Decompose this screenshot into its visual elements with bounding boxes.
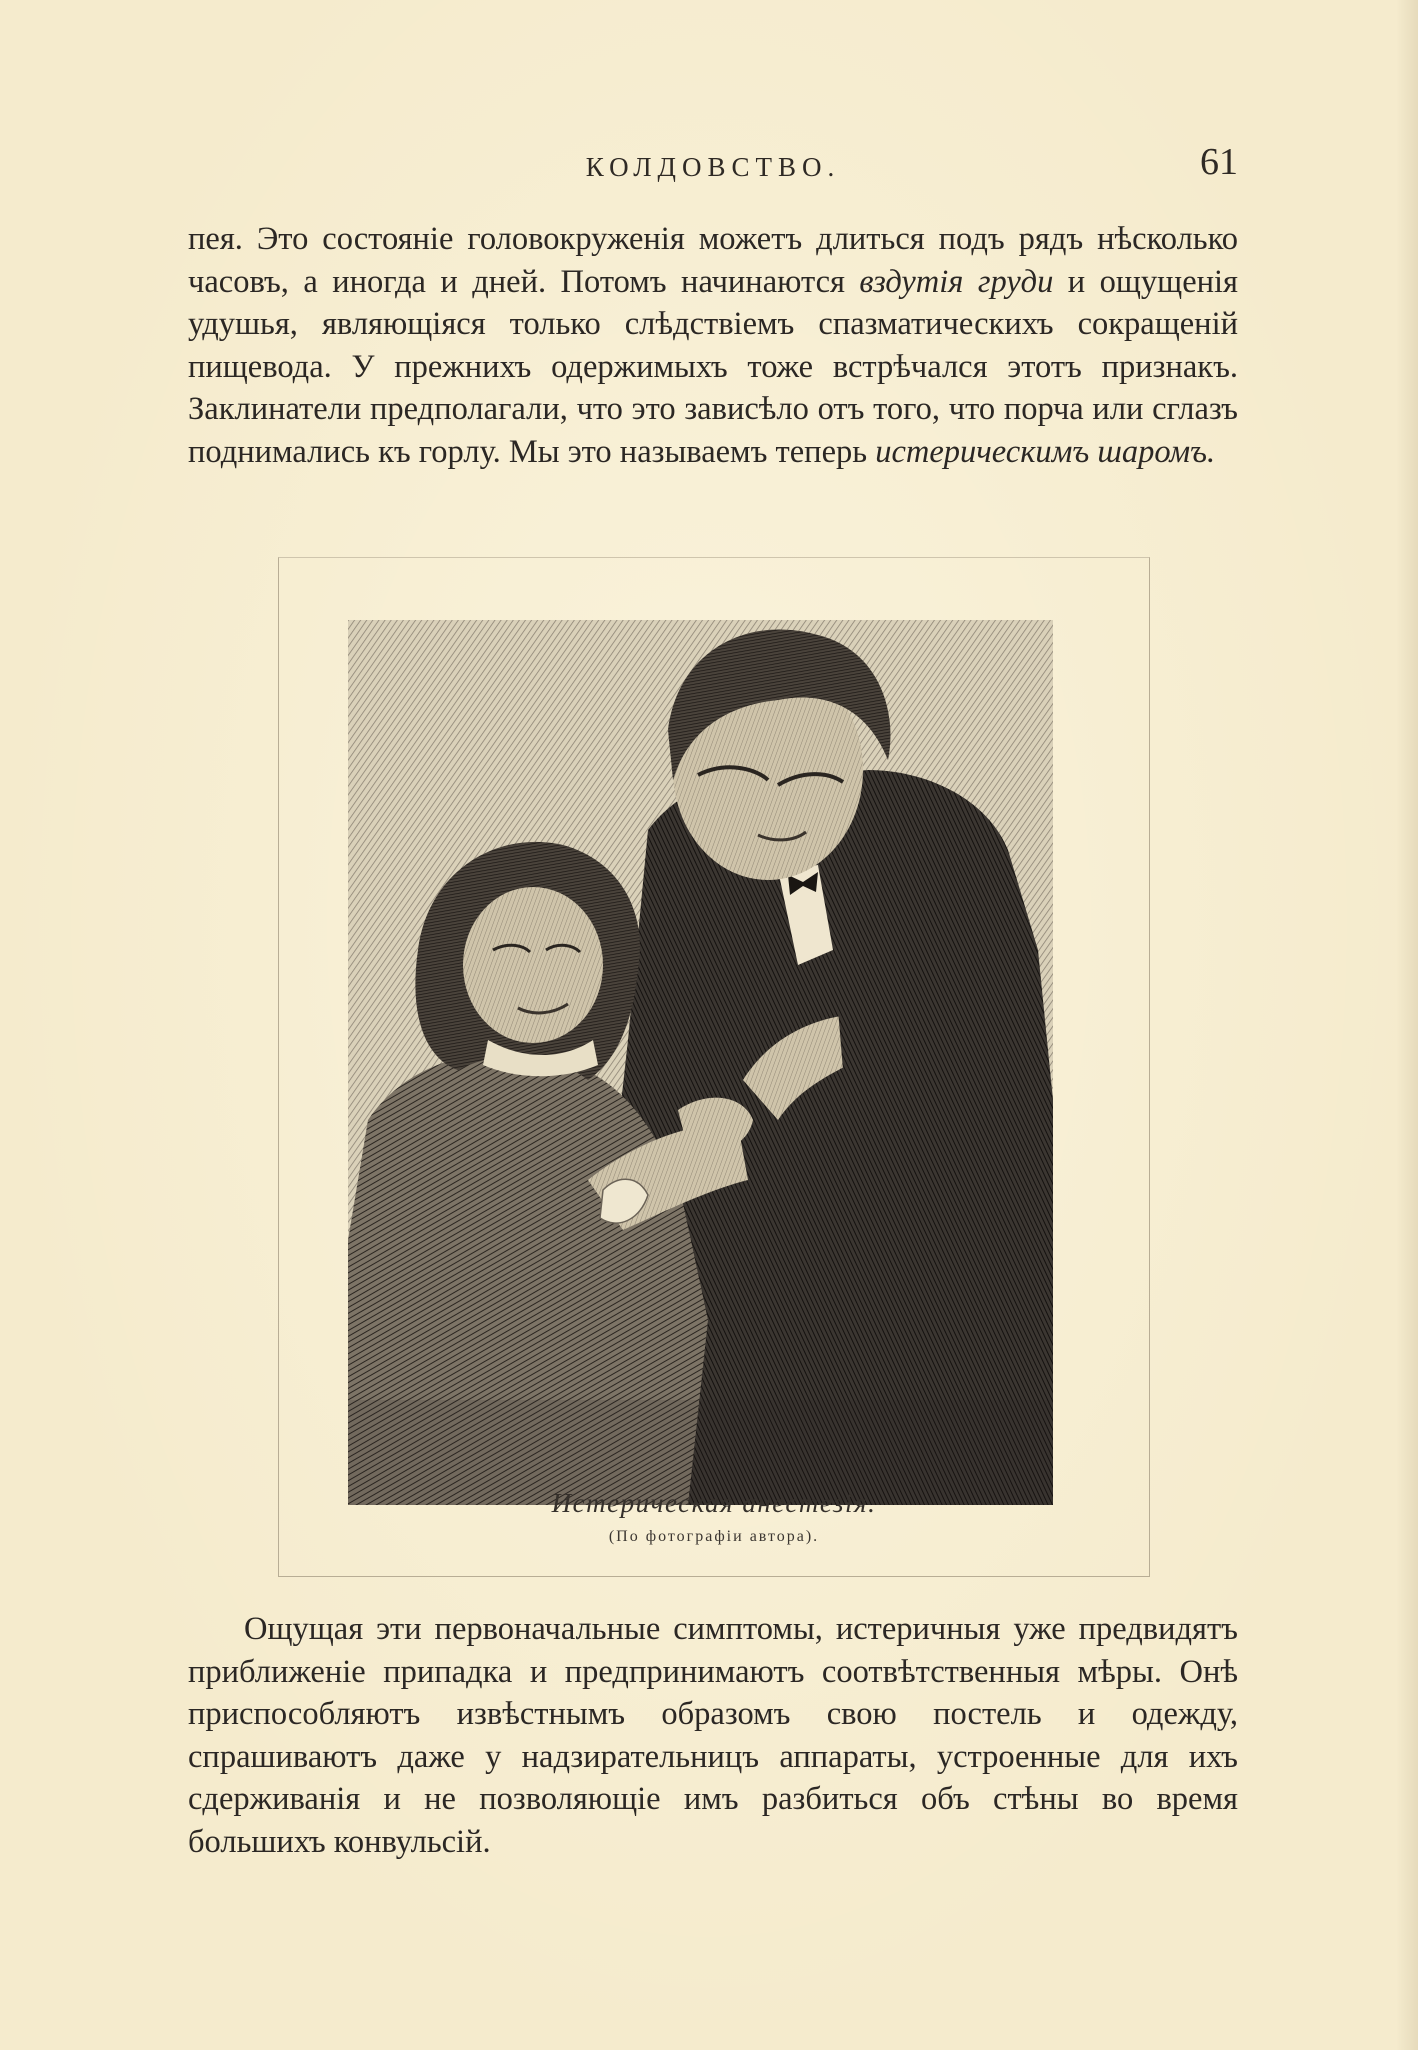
illustration-figure (278, 557, 1150, 1577)
page-number: 61 (1200, 141, 1238, 183)
paragraph-bottom-text: Ощущая эти первоначальные симптомы, истеричныя уже предвидятъ приближенiе припадка и предпринимаютъ соотвѣтственныя мѣры. Онѣ приспособляютъ извѣстнымъ образомъ свою постель и одежду, спрашиваютъ даже у надзирательницъ аппараты, устроенные для ихъ сдерживанiя и не позволяющiе имъ разбиться объ стѣны во время большихъ конвульсiй. (188, 1611, 1238, 1860)
page-edge-shadow (1396, 0, 1418, 2050)
paragraph-top-text-2: и ощущенiя удушья, являющiяся только слѣдствiемъ спазматическихъ сокращенiй пищевода. У прежнихъ одержимыхъ тоже встрѣчался этотъ признакъ. Заклинатели предполагали, что это зависѣло отъ того, что порча или сглазъ поднимались къ горлу. Мы это называемъ теперь (188, 263, 1238, 470)
paragraph-top-text-1: пея. Это состоянiе головокруженiя можетъ длиться подъ рядъ нѣсколько часовъ, а иногда и дней. Потомъ начинаются (188, 221, 1238, 300)
paragraph-bottom (188, 1608, 1238, 1863)
woman-face (463, 887, 603, 1043)
figure-caption: Истерическая анестезiя. (551, 1488, 877, 1518)
figure-credit: (По фотографiи автора). (608, 1528, 820, 1545)
paragraph-top (188, 218, 1238, 473)
engraving-image (348, 620, 1053, 1505)
running-title: КОЛДОВСТВО. (585, 152, 841, 182)
page-header (188, 140, 1238, 190)
paragraph-top-italic-1: вздутiя груди (859, 263, 1054, 300)
paragraph-top-italic-2: истерическимъ шаромъ. (875, 433, 1216, 470)
